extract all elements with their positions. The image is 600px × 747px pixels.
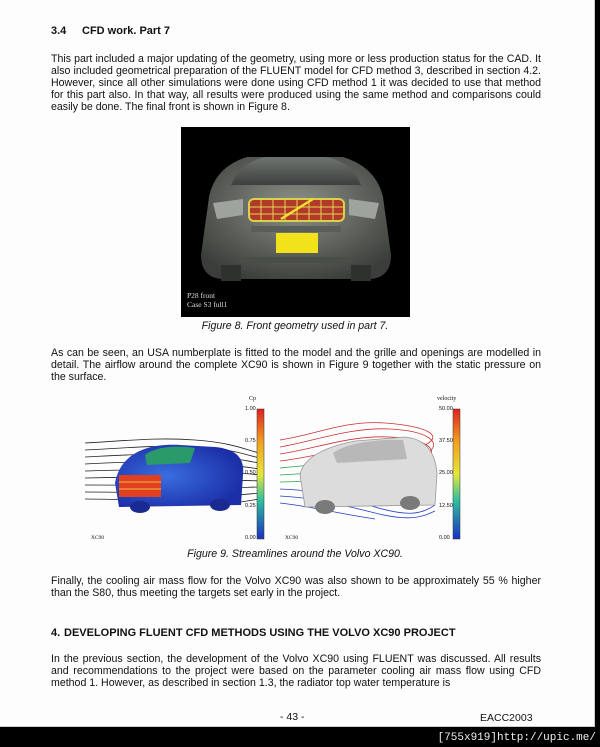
section-title: CFD work. Part 7: [82, 25, 171, 37]
cp-tick: 0.25: [245, 503, 256, 509]
streamlines-render: [85, 395, 475, 545]
figure-8-front-geometry: [181, 127, 410, 317]
left-car-label: XC90: [91, 535, 105, 541]
section-title: DEVELOPING FLUENT CFD METHODS USING THE VOLVO XC90 PROJECT: [64, 627, 456, 639]
watermark: [755x919]http://upic.me/: [437, 732, 596, 744]
figure-8-caption: Figure 8. Front geometry used in part 7.: [201, 320, 389, 332]
paragraph: Finally, the cooling air mass flow for the Volvo XC90 was also shown to be approximately 55 % higher than the S80, thus meeting the targets set early in the project.: [51, 575, 541, 599]
figure-8-label-2: Case S3 full1: [187, 300, 228, 309]
velocity-tick: 25.00: [439, 470, 453, 476]
figure-9-caption: Figure 9. Streamlines around the Volvo XC90.: [187, 548, 403, 560]
document-id: EACC2003: [480, 712, 533, 724]
cp-tick: 0.50: [245, 470, 256, 476]
cp-tick: 1.00: [245, 406, 256, 412]
cp-scale-title: Cp: [249, 396, 257, 402]
section-number: 4.: [51, 627, 61, 639]
section-number: 3.4: [51, 25, 67, 37]
paragraph: As can be seen, an USA numberplate is fitted to the model and the grille and openings are modelled in detail. The airflow around the complete XC90 is shown in Figure 9 together with the static pressure on the surface.: [51, 347, 541, 383]
velocity-tick: 12.50: [439, 503, 453, 509]
paragraph: In the previous section, the development of the Volvo XC90 using FLUENT was discussed. All results and recommendations to the project were based on the parameter cooling air mass flow using CFD method 1. However, as described in section 1.3, the radiator top water temperature is: [51, 653, 541, 689]
figure-9-streamlines: [85, 395, 475, 545]
car-front-render: [181, 127, 410, 317]
cp-tick: 0.75: [245, 438, 256, 444]
velocity-tick: 0.00: [439, 535, 450, 541]
cp-tick: 0.00: [245, 535, 256, 541]
figure-8-label-1: P28 front: [187, 291, 216, 300]
page-number: - 43 -: [280, 711, 305, 723]
paragraph: This part included a major updating of the geometry, using more or less production status for the CAD. It also included geometrical preparation of the FLUENT model for CFD method 3, described in section 4.2. However, since all other simulations were done using CFD method 1 it was decided to use that method for this part also. In that way, all results were produced using the same method and comparisons could easily be done. The final front is shown in Figure 8.: [51, 53, 541, 113]
velocity-scale-title: velocity: [437, 396, 457, 402]
right-car-label: XC90: [285, 535, 299, 541]
velocity-tick: 50.00: [439, 406, 453, 412]
velocity-tick: 37.50: [439, 438, 453, 444]
